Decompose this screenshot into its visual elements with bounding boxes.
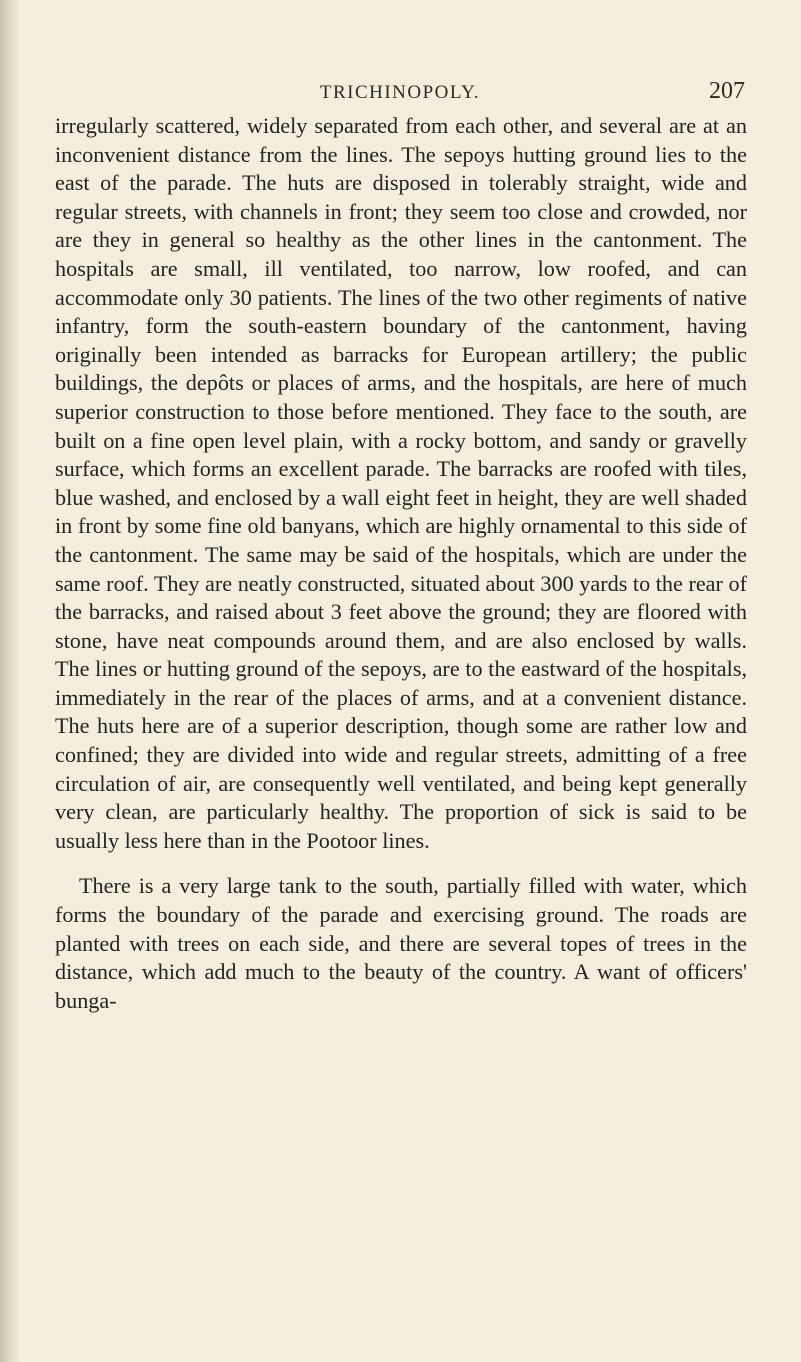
body-text (55, 112, 747, 1015)
paragraph: irregularly scattered, widely separated from each other, and several are at an inconvenient distance from the lines. The sepoys hutting ground lies to the east of the parade. The huts are disposed in tolerably straight, wide and regular streets, with channels in front; they seem too close and crowded, nor are they in general so healthy as the other lines in the cantonment. The hospitals are small, ill ventilated, too narrow, low roofed, and can accommodate only 30 patients. The lines of the two other regiments of native infantry, form the south-eastern boundary of the cantonment, having originally been intended as barracks for European artillery; the public buildings, the depôts or places of arms, and the hospitals, are here of much superior construction to those before mentioned. They face to the south, are built on a fine open level plain, with a rocky bottom, and sandy or gravelly surface, which forms an excellent parade. The barracks are roofed with tiles, blue washed, and enclosed by a wall eight feet in height, they are well shaded in front by some fine old banyans, which are highly ornamental to this side of the cantonment. The same may be said of the hospitals, which are under the same roof. They are neatly constructed, situated about 300 yards to the rear of the barracks, and raised about 3 feet above the ground; they are floored with stone, have neat compounds around them, and are also enclosed by walls. The lines or hutting ground of the sepoys, are to the eastward of the hospitals, immediately in the rear of the places of arms, and at a convenient distance. The huts here are of a superior description, though some are rather low and confined; they are divided into wide and regular streets, admitting of a free circulation of air, are consequently well ventilated, and being kept generally very clean, are particularly healthy. The proportion of sick is said to be usually less here than in the Pootoor lines. (55, 113, 747, 853)
paragraph: There is a very large tank to the south, partially filled with water, which forms the boundary of the parade and exercising ground. The roads are planted with trees on each side, and there are several topes of trees in the distance, which add much to the beauty of the country. A want of officers' bunga- (55, 873, 747, 1013)
page-gutter-shadow (0, 0, 20, 1362)
running-head (55, 78, 745, 108)
running-title: TRICHINOPOLY. (319, 82, 481, 103)
page-number: 207 (709, 78, 745, 104)
